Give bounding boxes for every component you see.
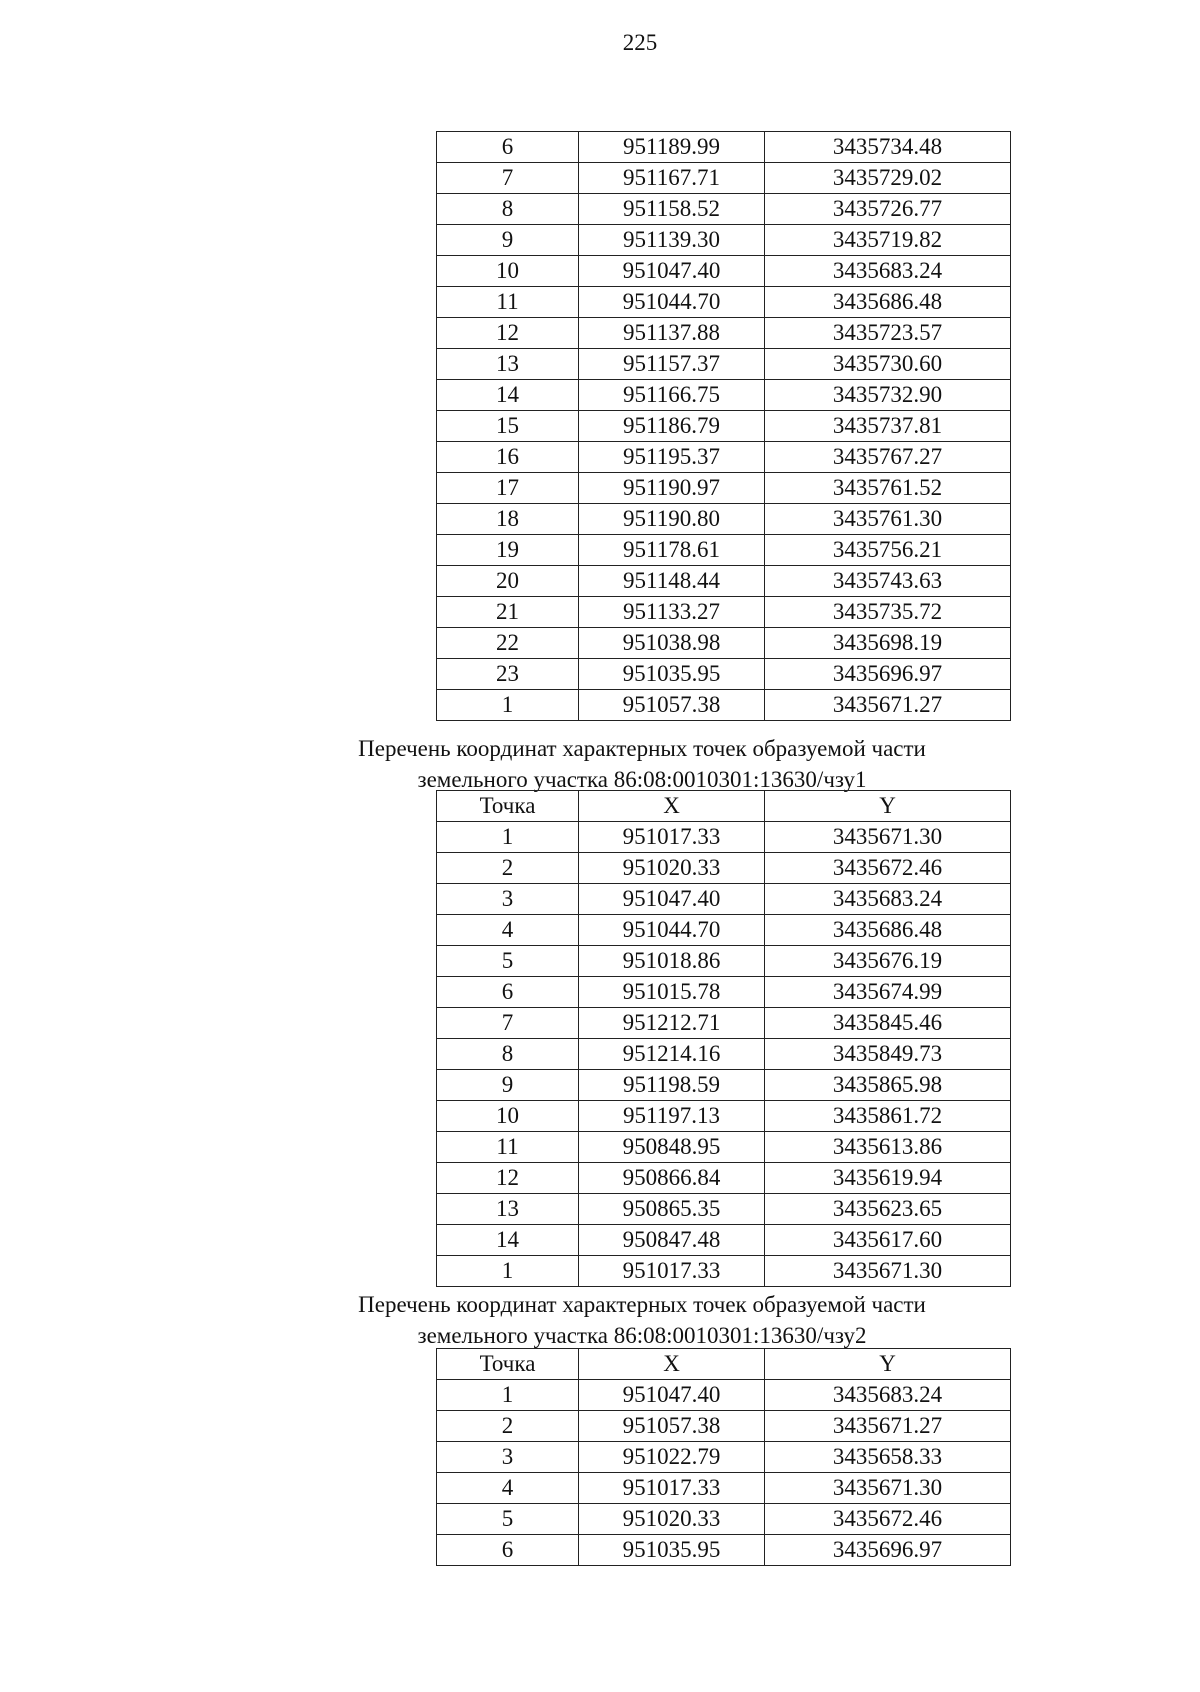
y-coordinate-cell: 3435671.30 <box>765 1256 1011 1287</box>
header-x: X <box>579 791 765 822</box>
table-row <box>437 946 1011 977</box>
y-coordinate-cell: 3435683.24 <box>765 884 1011 915</box>
table-row <box>437 1473 1011 1504</box>
table-header <box>437 1349 1011 1380</box>
table-row <box>437 1535 1011 1566</box>
table-row <box>437 1101 1011 1132</box>
x-coordinate-cell: 950866.84 <box>579 1163 765 1194</box>
coordinates-table-chzu1 <box>436 790 1011 1287</box>
table-body <box>437 132 1011 721</box>
y-coordinate-cell: 3435743.63 <box>765 566 1011 597</box>
y-coordinate-cell: 3435683.24 <box>765 256 1011 287</box>
table-row <box>437 822 1011 853</box>
table-row <box>437 1132 1011 1163</box>
y-coordinate-cell: 3435849.73 <box>765 1039 1011 1070</box>
x-coordinate-cell: 950865.35 <box>579 1194 765 1225</box>
table-row <box>437 659 1011 690</box>
table-row <box>437 1163 1011 1194</box>
caption-line: Перечень координат характерных точек образуемой части <box>358 1292 926 1317</box>
y-coordinate-cell: 3435613.86 <box>765 1132 1011 1163</box>
table-row <box>437 597 1011 628</box>
table-row <box>437 504 1011 535</box>
x-coordinate-cell: 951017.33 <box>579 822 765 853</box>
point-number-cell: 8 <box>437 1039 579 1070</box>
point-number-cell: 8 <box>437 194 579 225</box>
point-number-cell: 1 <box>437 690 579 721</box>
table-row <box>437 1225 1011 1256</box>
y-coordinate-cell: 3435845.46 <box>765 1008 1011 1039</box>
table-row <box>437 1039 1011 1070</box>
table-row <box>437 473 1011 504</box>
x-coordinate-cell: 951198.59 <box>579 1070 765 1101</box>
point-number-cell: 13 <box>437 349 579 380</box>
table-body <box>437 1380 1011 1566</box>
x-coordinate-cell: 951137.88 <box>579 318 765 349</box>
x-coordinate-cell: 951020.33 <box>579 1504 765 1535</box>
y-coordinate-cell: 3435756.21 <box>765 535 1011 566</box>
table-row <box>437 225 1011 256</box>
point-number-cell: 11 <box>437 287 579 318</box>
x-coordinate-cell: 951158.52 <box>579 194 765 225</box>
point-number-cell: 18 <box>437 504 579 535</box>
x-coordinate-cell: 951047.40 <box>579 1380 765 1411</box>
y-coordinate-cell: 3435672.46 <box>765 1504 1011 1535</box>
point-number-cell: 9 <box>437 1070 579 1101</box>
point-number-cell: 4 <box>437 1473 579 1504</box>
y-coordinate-cell: 3435671.30 <box>765 1473 1011 1504</box>
table-row <box>437 442 1011 473</box>
x-coordinate-cell: 951148.44 <box>579 566 765 597</box>
point-number-cell: 23 <box>437 659 579 690</box>
y-coordinate-cell: 3435767.27 <box>765 442 1011 473</box>
x-coordinate-cell: 951047.40 <box>579 256 765 287</box>
y-coordinate-cell: 3435698.19 <box>765 628 1011 659</box>
point-number-cell: 12 <box>437 1163 579 1194</box>
x-coordinate-cell: 951139.30 <box>579 225 765 256</box>
x-coordinate-cell: 951020.33 <box>579 853 765 884</box>
point-number-cell: 1 <box>437 1380 579 1411</box>
x-coordinate-cell: 951186.79 <box>579 411 765 442</box>
table-row <box>437 884 1011 915</box>
point-number-cell: 3 <box>437 884 579 915</box>
point-number-cell: 9 <box>437 225 579 256</box>
caption-line: земельного участка 86:08:0010301:13630/чзу1 <box>417 767 867 792</box>
point-number-cell: 6 <box>437 977 579 1008</box>
x-coordinate-cell: 951178.61 <box>579 535 765 566</box>
table-row <box>437 380 1011 411</box>
point-number-cell: 7 <box>437 1008 579 1039</box>
x-coordinate-cell: 951017.33 <box>579 1256 765 1287</box>
point-number-cell: 10 <box>437 256 579 287</box>
x-coordinate-cell: 951047.40 <box>579 884 765 915</box>
y-coordinate-cell: 3435617.60 <box>765 1225 1011 1256</box>
y-coordinate-cell: 3435761.30 <box>765 504 1011 535</box>
y-coordinate-cell: 3435865.98 <box>765 1070 1011 1101</box>
header-y: Y <box>765 1349 1011 1380</box>
point-number-cell: 14 <box>437 1225 579 1256</box>
header-y: Y <box>765 791 1011 822</box>
x-coordinate-cell: 951057.38 <box>579 1411 765 1442</box>
point-number-cell: 10 <box>437 1101 579 1132</box>
table-row <box>437 318 1011 349</box>
x-coordinate-cell: 951035.95 <box>579 1535 765 1566</box>
x-coordinate-cell: 951195.37 <box>579 442 765 473</box>
table-caption-chzu2 <box>318 1289 966 1351</box>
header-point: Точка <box>437 1349 579 1380</box>
y-coordinate-cell: 3435735.72 <box>765 597 1011 628</box>
point-number-cell: 22 <box>437 628 579 659</box>
point-number-cell: 13 <box>437 1194 579 1225</box>
y-coordinate-cell: 3435732.90 <box>765 380 1011 411</box>
x-coordinate-cell: 950847.48 <box>579 1225 765 1256</box>
y-coordinate-cell: 3435737.81 <box>765 411 1011 442</box>
x-coordinate-cell: 951038.98 <box>579 628 765 659</box>
x-coordinate-cell: 951157.37 <box>579 349 765 380</box>
table-row <box>437 1380 1011 1411</box>
point-number-cell: 7 <box>437 163 579 194</box>
x-coordinate-cell: 951190.80 <box>579 504 765 535</box>
y-coordinate-cell: 3435729.02 <box>765 163 1011 194</box>
coordinates-table-chzu2 <box>436 1348 1011 1566</box>
point-number-cell: 1 <box>437 1256 579 1287</box>
table-row <box>437 628 1011 659</box>
x-coordinate-cell: 951189.99 <box>579 132 765 163</box>
x-coordinate-cell: 951044.70 <box>579 915 765 946</box>
x-coordinate-cell: 951197.13 <box>579 1101 765 1132</box>
x-coordinate-cell: 951190.97 <box>579 473 765 504</box>
point-number-cell: 11 <box>437 1132 579 1163</box>
x-coordinate-cell: 951044.70 <box>579 287 765 318</box>
y-coordinate-cell: 3435734.48 <box>765 132 1011 163</box>
y-coordinate-cell: 3435723.57 <box>765 318 1011 349</box>
table-row <box>437 1504 1011 1535</box>
table-header <box>437 791 1011 822</box>
caption-line: земельного участка 86:08:0010301:13630/чзу2 <box>417 1323 867 1348</box>
y-coordinate-cell: 3435686.48 <box>765 287 1011 318</box>
x-coordinate-cell: 951018.86 <box>579 946 765 977</box>
table-row <box>437 1008 1011 1039</box>
table-row <box>437 194 1011 225</box>
table-row <box>437 256 1011 287</box>
point-number-cell: 21 <box>437 597 579 628</box>
x-coordinate-cell: 951017.33 <box>579 1473 765 1504</box>
x-coordinate-cell: 951022.79 <box>579 1442 765 1473</box>
y-coordinate-cell: 3435683.24 <box>765 1380 1011 1411</box>
y-coordinate-cell: 3435671.30 <box>765 822 1011 853</box>
table-row <box>437 566 1011 597</box>
table-row <box>437 1411 1011 1442</box>
point-number-cell: 14 <box>437 380 579 411</box>
x-coordinate-cell: 951015.78 <box>579 977 765 1008</box>
table-row <box>437 1256 1011 1287</box>
table-row <box>437 349 1011 380</box>
y-coordinate-cell: 3435730.60 <box>765 349 1011 380</box>
x-coordinate-cell: 951133.27 <box>579 597 765 628</box>
table-row <box>437 690 1011 721</box>
y-coordinate-cell: 3435676.19 <box>765 946 1011 977</box>
x-coordinate-cell: 951166.75 <box>579 380 765 411</box>
y-coordinate-cell: 3435686.48 <box>765 915 1011 946</box>
y-coordinate-cell: 3435623.65 <box>765 1194 1011 1225</box>
x-coordinate-cell: 951212.71 <box>579 1008 765 1039</box>
point-number-cell: 17 <box>437 473 579 504</box>
y-coordinate-cell: 3435619.94 <box>765 1163 1011 1194</box>
y-coordinate-cell: 3435671.27 <box>765 690 1011 721</box>
x-coordinate-cell: 951167.71 <box>579 163 765 194</box>
point-number-cell: 5 <box>437 1504 579 1535</box>
table-row <box>437 1070 1011 1101</box>
point-number-cell: 19 <box>437 535 579 566</box>
point-number-cell: 1 <box>437 822 579 853</box>
caption-line: Перечень координат характерных точек образуемой части <box>358 736 926 761</box>
table-row <box>437 1194 1011 1225</box>
coordinates-table-continued <box>436 131 1011 721</box>
point-number-cell: 3 <box>437 1442 579 1473</box>
x-coordinate-cell: 951214.16 <box>579 1039 765 1070</box>
page-number: 225 <box>622 30 658 55</box>
table-body <box>437 822 1011 1287</box>
table-row <box>437 132 1011 163</box>
y-coordinate-cell: 3435658.33 <box>765 1442 1011 1473</box>
point-number-cell: 15 <box>437 411 579 442</box>
x-coordinate-cell: 951057.38 <box>579 690 765 721</box>
y-coordinate-cell: 3435761.52 <box>765 473 1011 504</box>
y-coordinate-cell: 3435671.27 <box>765 1411 1011 1442</box>
x-coordinate-cell: 951035.95 <box>579 659 765 690</box>
point-number-cell: 2 <box>437 1411 579 1442</box>
point-number-cell: 2 <box>437 853 579 884</box>
header-point: Точка <box>437 791 579 822</box>
point-number-cell: 5 <box>437 946 579 977</box>
x-coordinate-cell: 950848.95 <box>579 1132 765 1163</box>
header-row <box>437 1349 1011 1380</box>
y-coordinate-cell: 3435674.99 <box>765 977 1011 1008</box>
point-number-cell: 12 <box>437 318 579 349</box>
point-number-cell: 6 <box>437 1535 579 1566</box>
table-row <box>437 853 1011 884</box>
y-coordinate-cell: 3435696.97 <box>765 659 1011 690</box>
point-number-cell: 20 <box>437 566 579 597</box>
y-coordinate-cell: 3435672.46 <box>765 853 1011 884</box>
table-caption-chzu1 <box>318 733 966 795</box>
point-number-cell: 6 <box>437 132 579 163</box>
table-row <box>437 1442 1011 1473</box>
y-coordinate-cell: 3435719.82 <box>765 225 1011 256</box>
header-x: X <box>579 1349 765 1380</box>
table-row <box>437 535 1011 566</box>
table-row <box>437 915 1011 946</box>
header-row <box>437 791 1011 822</box>
table-row <box>437 977 1011 1008</box>
table-row <box>437 411 1011 442</box>
point-number-cell: 16 <box>437 442 579 473</box>
point-number-cell: 4 <box>437 915 579 946</box>
table-row <box>437 163 1011 194</box>
table-row <box>437 287 1011 318</box>
y-coordinate-cell: 3435726.77 <box>765 194 1011 225</box>
y-coordinate-cell: 3435696.97 <box>765 1535 1011 1566</box>
y-coordinate-cell: 3435861.72 <box>765 1101 1011 1132</box>
